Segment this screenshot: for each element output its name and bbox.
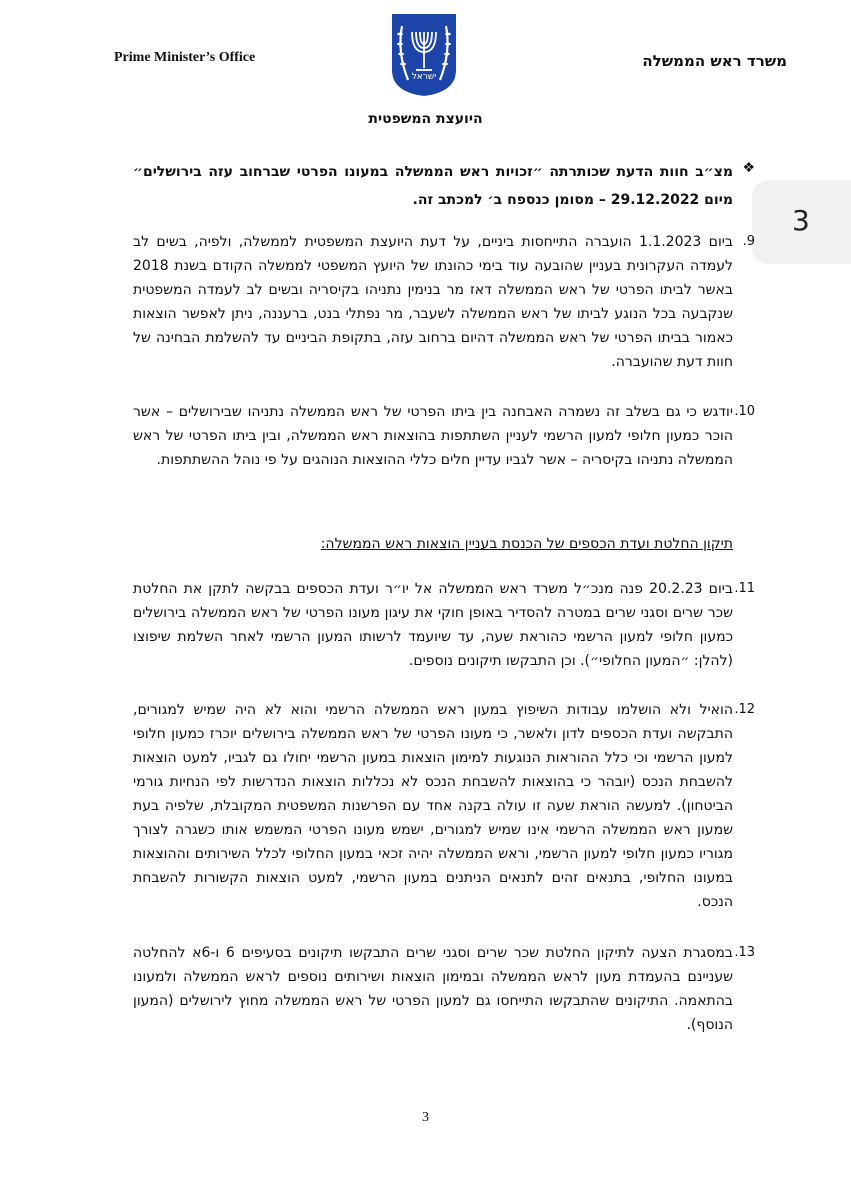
- state-emblem-icon: [388, 12, 460, 98]
- department-title: היועצת המשפטית: [368, 111, 483, 127]
- paragraph-12: הואיל ולא הושלמו עבודות השיפוץ במעון ראש הממשלה הרשמי והוא לא היה שמיש למגורים, התבקשה ועדת הכספים לדון ולאשר, כי מעונו הפרטי של ראש הממשלה בירושלים יוכרז כמעון חלופי למעון הרשמי וכי כלל ההוראות הנוגעות למימון הוצאות במעון הרשמי יחולו גם לגביו, למעט הוצאות להשבחת הנכס (יובהר כי בהוצאות להשבחת הנכס לא נכללות הוצאות הנדרשות לפי הנחיות גורמי הביטחון). למעשה הוראת שעה זו עולה בקנה אחד עם הפרשנות המשפטית המקובלת, שלפיה בעת שמעון ראש הממשלה הרשמי אינו שמיש למגורים, ישמש מעונו הפרטי המשמש אותו כשגרה לצורך מגוריו כמעון חלופי למעון הרשמי, וראש הממשלה יהיה זכאי במעון החלופי לכלל השירותים וההוצאות במעונו החלופי, בתנאים זהים לתנאים הניתנים במעון הרשמי, למעט הוצאות הקשורות להשבחת הנכס.: [133, 702, 733, 910]
- paragraph-13: במסגרת הצעה לתיקון החלטת שכר שרים וסגני שרים התבקשו תיקונים בסעיפים 6 ו-6א להחלטה שעניינם בהעמדת מעון לראש הממשלה ובמימון הוצאות ושירותים נוספים לראש הממשלה ולמעונו בהתאמה. התיקונים שהתבקשו התייחסו גם למעון הפרטי של ראש הממשלה מחוץ לירושלים (המעון הנוסף).: [133, 945, 733, 1033]
- emblem-caption: ישראל: [411, 72, 437, 82]
- org-name-english: Prime Minister’s Office: [114, 50, 256, 65]
- section-heading: תיקון החלטת ועדת הכספים של הכנסת בעניין הוצאות ראש הממשלה:: [320, 536, 733, 552]
- footer-page-number: 3: [422, 1110, 429, 1125]
- paragraph-10: יודגש כי גם בשלב זה נשמרה האבחנה בין ביתו הפרטי של ראש הממשלה נתניהו שבירושלים – אשר הוכר כמעון חלופי למעון הרשמי לעניין השתתפות בהוצאות ראש הממשלה, ובין ביתו הפרטי של ראש הממשלה נתניהו בקיסריה – אשר לגביו עדיין חלים כללי ההוצאות הנוהגים על פי נוהל ההשתתפות.: [133, 404, 733, 468]
- paragraph-11: ביום 20.2.23 פנה מנכ״ל משרד ראש הממשלה אל יו״ר ועדת הכספים בבקשה לתקן את החלטת שכר שרים וסגני שרים במטרה להסדיר באופן חוקי את עיגון מעונו הפרטי של ראש הממשלה בירושלים כמעון חלופי למעון הרשמי כהוראת שעה, עד שיועמד לרשותו המעון הרשמי לאחר השלמת שיפוצו (להלן: ״המעון החלופי״). וכן התבקשו תיקונים נוספים.: [133, 581, 734, 669]
- paragraph-9: ביום 1.1.2023 הועברה התייחסות ביניים, על דעת היועצת המשפטית לממשלה, ולפיה, בשים לב לעמדה העקרונית בעניין שהובעה עוד בימי כהונתו של היועץ המשפטי לממשלה הקודם בשנת 2018 באשר לביתו הפרטי של ראש הממשלה דאז מר בנימין נתניהו בקיסריה ובשים לב לעמדה המשפטית שנקבעה בכל הנוגע לביתו של ראש הממשלה לשעבר, מר נפתלי בנט, ברעננה, ניתן לאפשר הוצאות כאמור בביתו הפרטי של ראש הממשלה דהיום ברחוב עזה, בתקופת הביניים עד להשלמת הבחינה של חוות דעת שהועברה.: [133, 234, 733, 370]
- paragraph-number-13: .13: [734, 945, 755, 960]
- paragraph-number-10: .10: [734, 404, 755, 419]
- org-name-hebrew: משרד ראש הממשלה: [642, 52, 787, 70]
- paragraph-number-11: .11: [734, 581, 755, 596]
- page-indicator-number: 3: [792, 204, 810, 237]
- paragraph-number-12: .12: [734, 702, 755, 717]
- page-indicator-badge: [752, 180, 851, 264]
- attachment-note: מצ״ב חוות הדעת שכותרתה ״זכויות ראש הממשלה במעונו הפרטי שברחוב עזה בירושלים״ מיום 29.12.2022 – מסומן כנספח ב׳ למכתב זה.: [133, 164, 733, 208]
- diamond-bullet-icon: ❖: [742, 160, 755, 176]
- paragraph-number-9: .9: [742, 234, 755, 249]
